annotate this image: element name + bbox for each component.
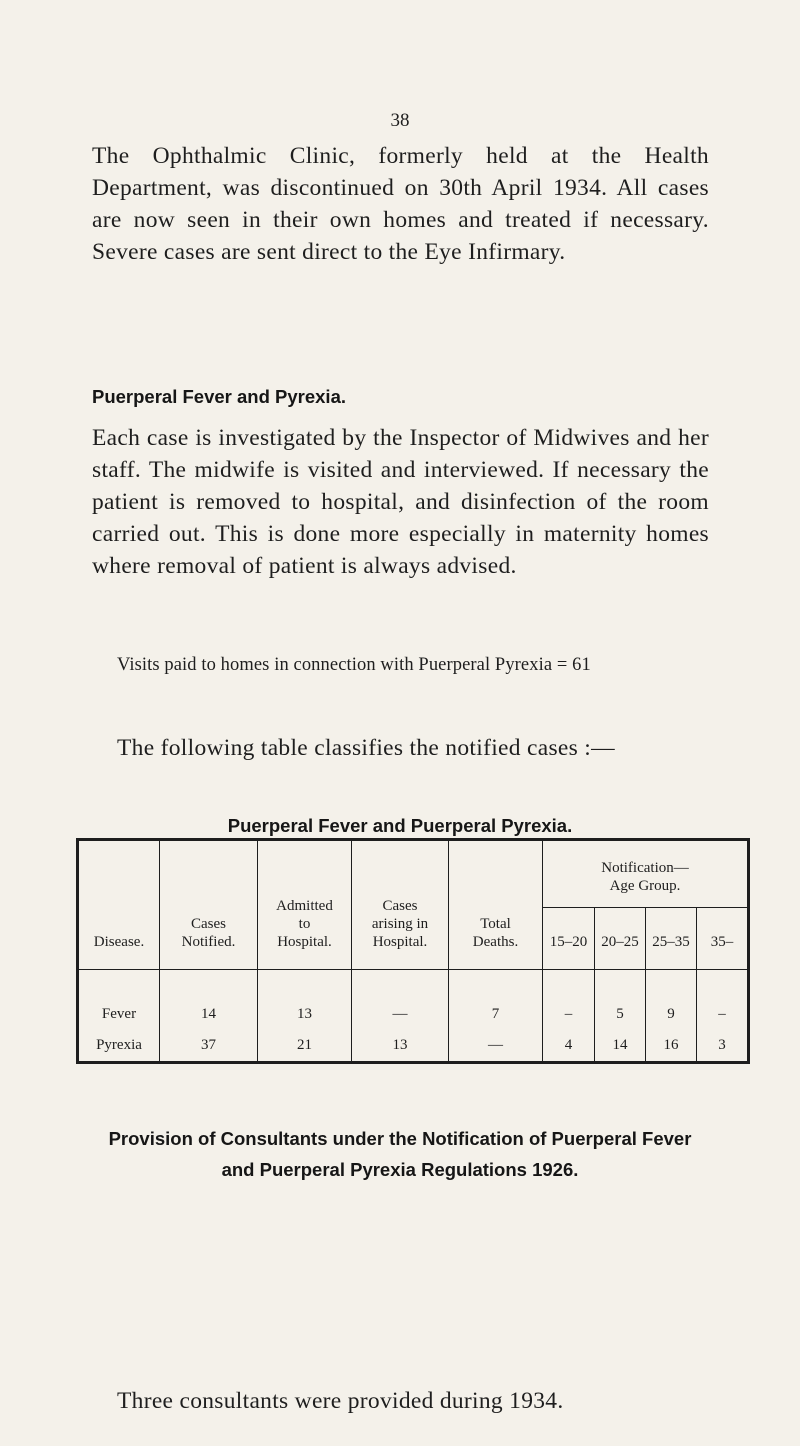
header-deaths-2: Deaths. bbox=[472, 934, 519, 950]
table-right-border bbox=[747, 838, 750, 1064]
col-sep-1 bbox=[159, 838, 160, 1064]
row-fever-age-35-plus: – bbox=[718, 1006, 726, 1022]
row-pyrexia-deaths: — bbox=[488, 1037, 503, 1053]
row-pyrexia-admitted: 21 bbox=[297, 1037, 312, 1053]
header-cases-notified-1: Cases bbox=[191, 916, 226, 932]
section-heading-puerperal: Puerperal Fever and Pyrexia. bbox=[92, 386, 346, 407]
intro-paragraph: The Ophthalmic Clinic, formerly held at the Health Department, was discontinued on 30th April 1934. All cases are now seen in their own homes and treated if necessary. Severe cases are sent direct to the Eye Infirmary. bbox=[92, 143, 709, 265]
header-arising-3: Hospital. bbox=[372, 934, 428, 950]
header-age-25-35: 25–35 bbox=[652, 934, 690, 950]
header-divider bbox=[76, 969, 750, 970]
row-pyrexia-disease: Pyrexia bbox=[96, 1037, 142, 1053]
header-arising-1: Cases bbox=[382, 898, 418, 914]
provision-heading-line-2: and Puerperal Pyrexia Regulations 1926. bbox=[221, 1159, 579, 1180]
row-pyrexia-age-20-25: 14 bbox=[612, 1037, 628, 1053]
row-fever-deaths: 7 bbox=[491, 1006, 500, 1022]
row-fever-disease: Fever bbox=[101, 1006, 137, 1022]
row-pyrexia-age-15-20: 4 bbox=[564, 1037, 573, 1053]
row-fever-notified: 14 bbox=[201, 1006, 216, 1022]
row-pyrexia-arising: 13 bbox=[392, 1037, 408, 1053]
header-deaths-1: Total bbox=[480, 916, 511, 932]
header-age-20-25: 20–25 bbox=[601, 934, 639, 950]
table-top-border bbox=[76, 838, 750, 841]
row-pyrexia-notified: 37 bbox=[201, 1037, 216, 1053]
visits-line: Visits paid to homes in connection with Puerperal Pyrexia = 61 bbox=[117, 655, 591, 675]
table-bottom-border bbox=[76, 1061, 750, 1064]
header-notification-1: Notification— bbox=[601, 860, 689, 876]
col-sep-4 bbox=[448, 838, 449, 1064]
age-group-divider bbox=[542, 907, 750, 908]
header-admitted-2: to bbox=[298, 916, 311, 932]
header-cases-notified-2: Notified. bbox=[181, 934, 236, 950]
row-pyrexia-age-35-plus: 3 bbox=[718, 1037, 726, 1053]
col-sep-3 bbox=[351, 838, 352, 1064]
page-number: 38 bbox=[390, 110, 410, 131]
col-sep-2 bbox=[257, 838, 258, 1064]
table-title: Puerperal Fever and Puerperal Pyrexia. bbox=[227, 815, 573, 836]
header-admitted-1: Admitted bbox=[276, 898, 333, 914]
row-fever-age-15-20: – bbox=[564, 1006, 573, 1022]
investigation-paragraph: Each case is investigated by the Inspector of Midwives and her staff. The midwife is visited and interviewed. If necessary the patient is removed to hospital, and disinfection of the room carried out. This is done more especially in maternity homes where removal of patient is always advised. bbox=[92, 425, 709, 579]
provision-heading bbox=[0, 1123, 800, 1185]
notified-cases-table bbox=[76, 838, 750, 1064]
consultants-line: Three consultants were provided during 1934. bbox=[117, 1388, 564, 1414]
header-admitted-3: Hospital. bbox=[277, 934, 332, 950]
header-arising-2: arising in bbox=[371, 916, 429, 932]
row-fever-age-25-35: 9 bbox=[667, 1006, 675, 1022]
row-fever-arising: — bbox=[392, 1006, 408, 1022]
provision-heading-line-1: Provision of Consultants under the Notification of Puerperal Fever bbox=[108, 1128, 692, 1149]
row-pyrexia-age-25-35: 16 bbox=[663, 1037, 679, 1053]
header-notification-2: Age Group. bbox=[609, 878, 681, 894]
table-intro-line: The following table classifies the notified cases :— bbox=[117, 735, 615, 761]
header-age-15-20: 15–20 bbox=[549, 934, 588, 950]
table-left-border bbox=[76, 838, 79, 1064]
row-fever-age-20-25: 5 bbox=[616, 1006, 624, 1022]
row-fever-admitted: 13 bbox=[297, 1006, 312, 1022]
header-disease: Disease. bbox=[93, 934, 145, 950]
header-age-35-plus: 35– bbox=[710, 934, 734, 950]
